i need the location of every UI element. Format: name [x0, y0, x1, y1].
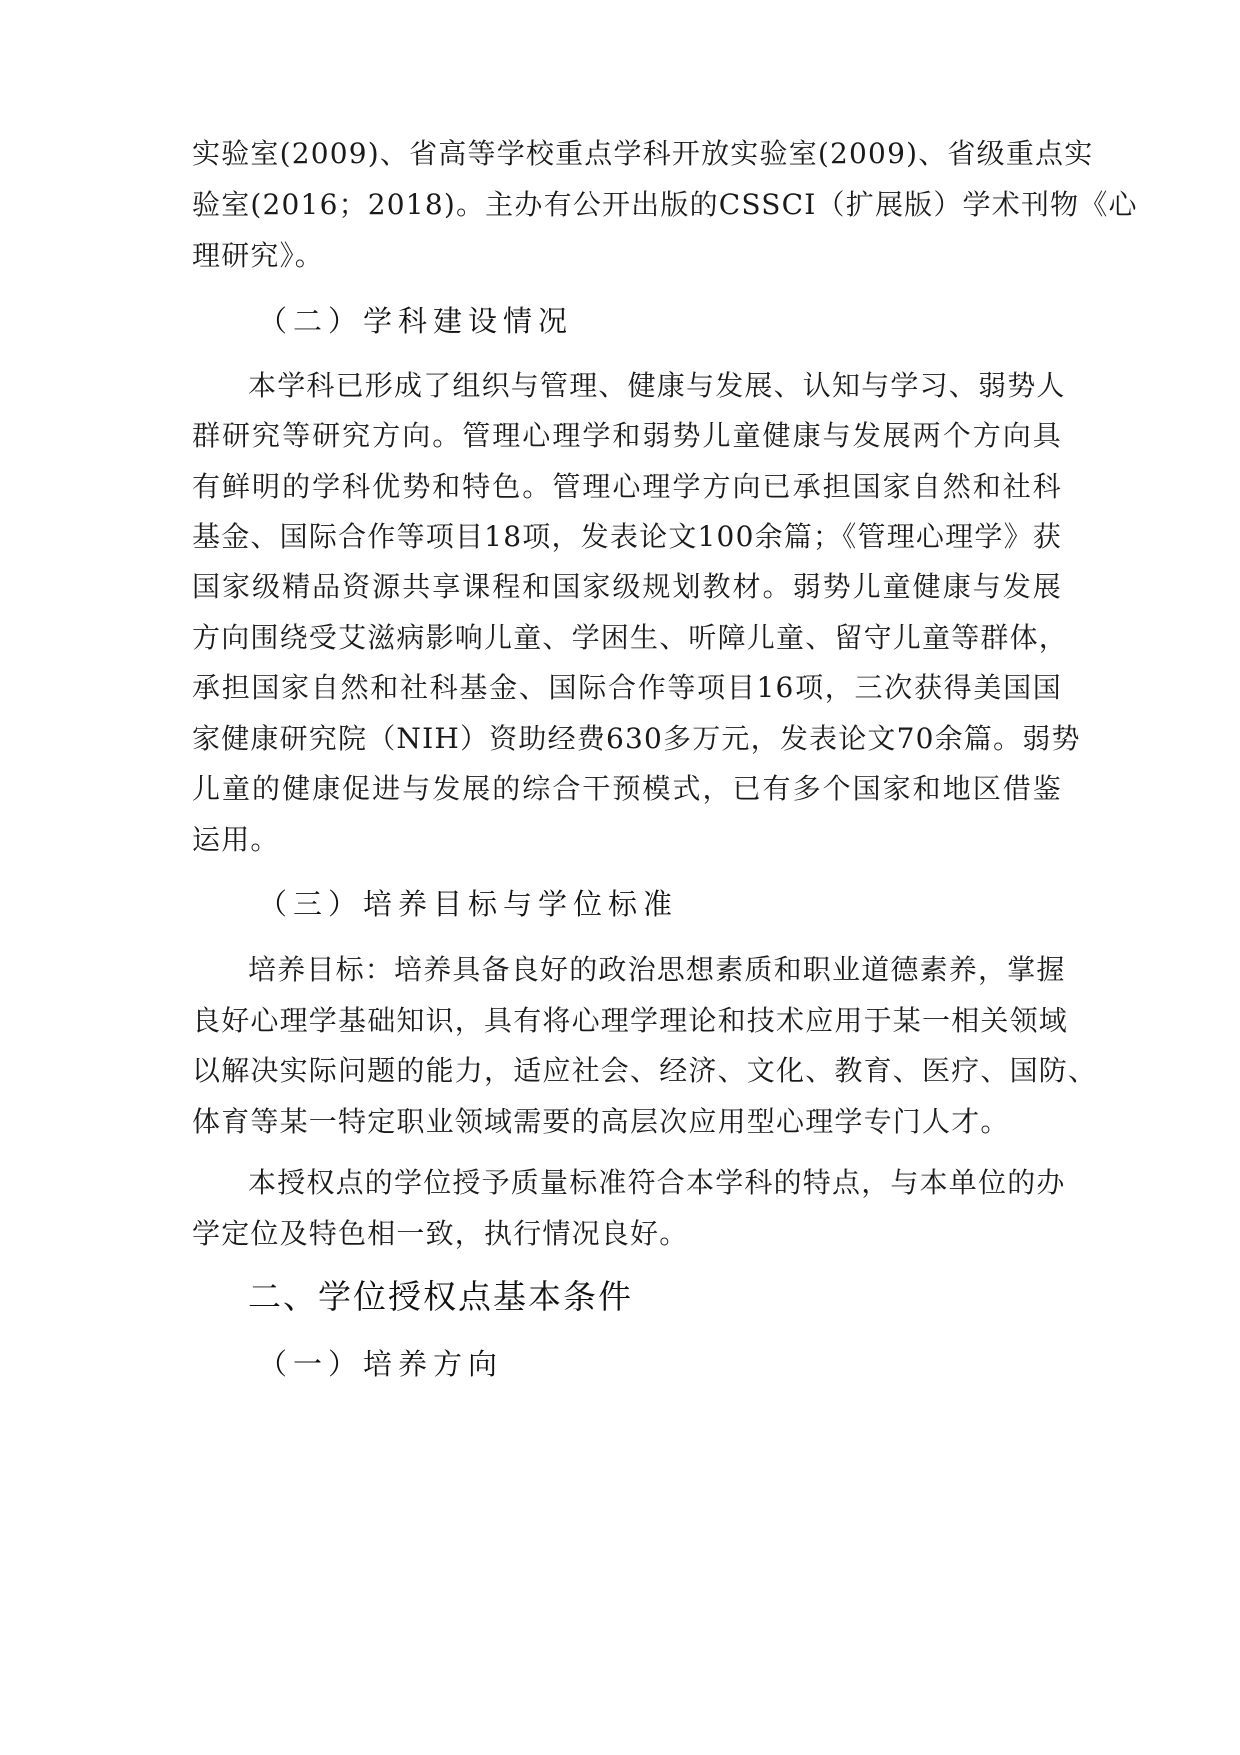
paragraph-line: 本学科已形成了组织与管理、健康与发展、认知与学习、弱势人	[248, 369, 1066, 402]
paragraph-line: 儿童的健康促进与发展的综合干预模式，已有多个国家和地区借鉴	[192, 772, 1062, 805]
paragraph-line: 体育等某一特定职业领域需要的高层次应用型心理学专门人才。	[192, 1105, 1010, 1138]
chapter-heading: 二、学位授权点基本条件	[248, 1277, 633, 1316]
paragraph-line: 运用。	[192, 823, 280, 856]
paragraph-line: 承担国家自然和社科基金、国际合作等项目16项，三次获得美国国	[192, 671, 1062, 704]
paragraph-line: 群研究等研究方向。管理心理学和弱势儿童健康与发展两个方向具	[192, 419, 1062, 452]
paragraph-line: 基金、国际合作等项目18项，发表论文100余篇；《管理心理学》获	[192, 520, 1062, 553]
paragraph-line: 验室(2016；2018)。主办有公开出版的CSSCI（扩展版）学术刊物《心	[192, 188, 1138, 221]
paragraph-line: 有鲜明的学科优势和特色。管理心理学方向已承担国家自然和社科	[192, 470, 1062, 503]
paragraph-line: 理研究》。	[192, 239, 325, 272]
paragraph-line: 良好心理学基础知识，具有将心理学理论和技术应用于某一相关领域	[192, 1004, 1069, 1037]
paragraph-line: 家健康研究院（NIH）资助经费630多万元，发表论文70余篇。弱势	[192, 722, 1081, 755]
paragraph-line: 本授权点的学位授予质量标准符合本学科的特点，与本单位的办	[248, 1166, 1066, 1199]
section-heading-discipline: （二）学科建设情况	[258, 304, 574, 338]
paragraph-line: 学定位及特色相一致，执行情况良好。	[192, 1217, 689, 1250]
paragraph-line: 方向围绕受艾滋病影响儿童、学困生、听障儿童、留守儿童等群体，	[192, 621, 1069, 654]
paragraph-line: 以解决实际问题的能力，适应社会、经济、文化、教育、医疗、国防、	[192, 1054, 1098, 1087]
section-heading-goals: （三）培养目标与学位标准	[258, 887, 679, 921]
paragraph-line: 实验室(2009)、省高等学校重点学科开放实验室(2009)、省级重点实	[192, 137, 1094, 170]
paragraph-line: 国家级精品资源共享课程和国家级规划教材。弱势儿童健康与发展	[192, 570, 1062, 603]
paragraph-line: 培养目标：培养具备良好的政治思想素质和职业道德素养，掌握	[248, 953, 1066, 986]
section-heading-training-direction: （一）培养方向	[258, 1347, 504, 1381]
